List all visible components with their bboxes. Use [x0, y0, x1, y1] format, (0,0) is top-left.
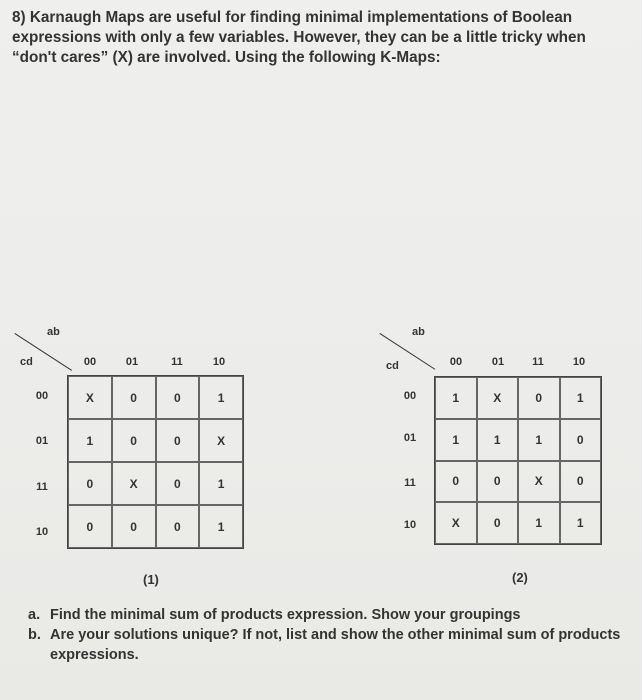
kmap-1-caption: (1) [143, 572, 159, 587]
kmap-2-col-header: 10 [572, 356, 586, 368]
kmap-cell: X [68, 376, 112, 419]
kmap-cell: 0 [156, 419, 200, 462]
kmap-1-row-header: 01 [35, 435, 49, 447]
kmap-cell: 1 [435, 377, 477, 419]
part-b [28, 625, 628, 665]
kmap-2-col-header: 01 [491, 356, 505, 368]
kmap-cell: 0 [560, 461, 602, 503]
part-b-marker: b. [28, 627, 41, 643]
kmap-1-col-header: 10 [212, 356, 226, 368]
kmap-cell: 0 [560, 419, 602, 461]
kmap-cell: 0 [68, 505, 112, 548]
question-text: 8) Karnaugh Maps are useful for finding minimal implementations of Boolean expressions with only a few variables. However, they can be a little tricky when “don't cares” (X) are involved. Using the following K-Maps: [12, 9, 586, 66]
kmap-cell: 1 [518, 502, 560, 544]
kmap-2-caption: (2) [512, 570, 528, 585]
kmap-1-col-header: 00 [83, 356, 97, 368]
kmap-1-row-header: 11 [36, 481, 48, 493]
kmap-cell: 1 [435, 419, 477, 461]
kmap-1-col-header: 01 [125, 356, 139, 368]
kmap-1-row-header: 00 [35, 390, 49, 402]
part-a-text: Find the minimal sum of products expression. Show your groupings [50, 607, 521, 623]
kmap-cell: 0 [518, 377, 560, 419]
kmap-cell: X [435, 502, 477, 544]
kmap-2-row-header: 10 [403, 519, 417, 531]
kmap-1-row-var: cd [20, 356, 33, 368]
part-a-marker: a. [28, 607, 41, 623]
kmap-cell: 0 [156, 376, 200, 419]
kmap-cell: 1 [518, 419, 560, 461]
kmap-2-col-header: 00 [449, 356, 463, 368]
kmap-cell: 0 [112, 419, 156, 462]
question-parts [28, 605, 628, 665]
kmap-cell: 0 [435, 461, 477, 503]
kmap-cell: 1 [68, 419, 112, 462]
kmap-cell: 1 [560, 502, 602, 544]
kmap-2-row-header: 00 [403, 390, 417, 402]
kmap-cell: 1 [199, 505, 243, 548]
kmap-cell: 1 [560, 377, 602, 419]
kmap-2-grid [434, 376, 602, 545]
kmap-2-row-header: 11 [404, 477, 416, 489]
kmap-cell: 0 [156, 505, 200, 548]
kmap-1-col-header: 11 [171, 356, 183, 368]
kmap-cell: X [199, 419, 243, 462]
kmap-2-col-header: 11 [532, 356, 544, 368]
kmap-cell: 0 [68, 462, 112, 505]
kmap-1-col-var: ab [47, 326, 60, 338]
kmap-cell: X [518, 461, 560, 503]
kmap-cell: 0 [112, 376, 156, 419]
kmap-cell: 0 [156, 462, 200, 505]
kmap-2-col-var: ab [412, 326, 425, 338]
part-a [28, 605, 628, 625]
kmap-cell: X [112, 462, 156, 505]
part-b-text: Are your solutions unique? If not, list and show the other minimal sum of products expressions. [50, 627, 621, 663]
kmap-cell: 1 [477, 419, 519, 461]
kmap-cell: 1 [199, 462, 243, 505]
kmap-2-row-var: cd [386, 360, 399, 372]
kmap-cell: 0 [112, 505, 156, 548]
kmap-1-grid [67, 375, 244, 549]
kmap-cell: X [477, 377, 519, 419]
kmap-2-row-header: 01 [403, 432, 417, 444]
kmap-1-row-header: 10 [35, 526, 49, 538]
kmap-cell: 1 [199, 376, 243, 419]
kmap-cell: 0 [477, 461, 519, 503]
kmap-cell: 0 [477, 502, 519, 544]
